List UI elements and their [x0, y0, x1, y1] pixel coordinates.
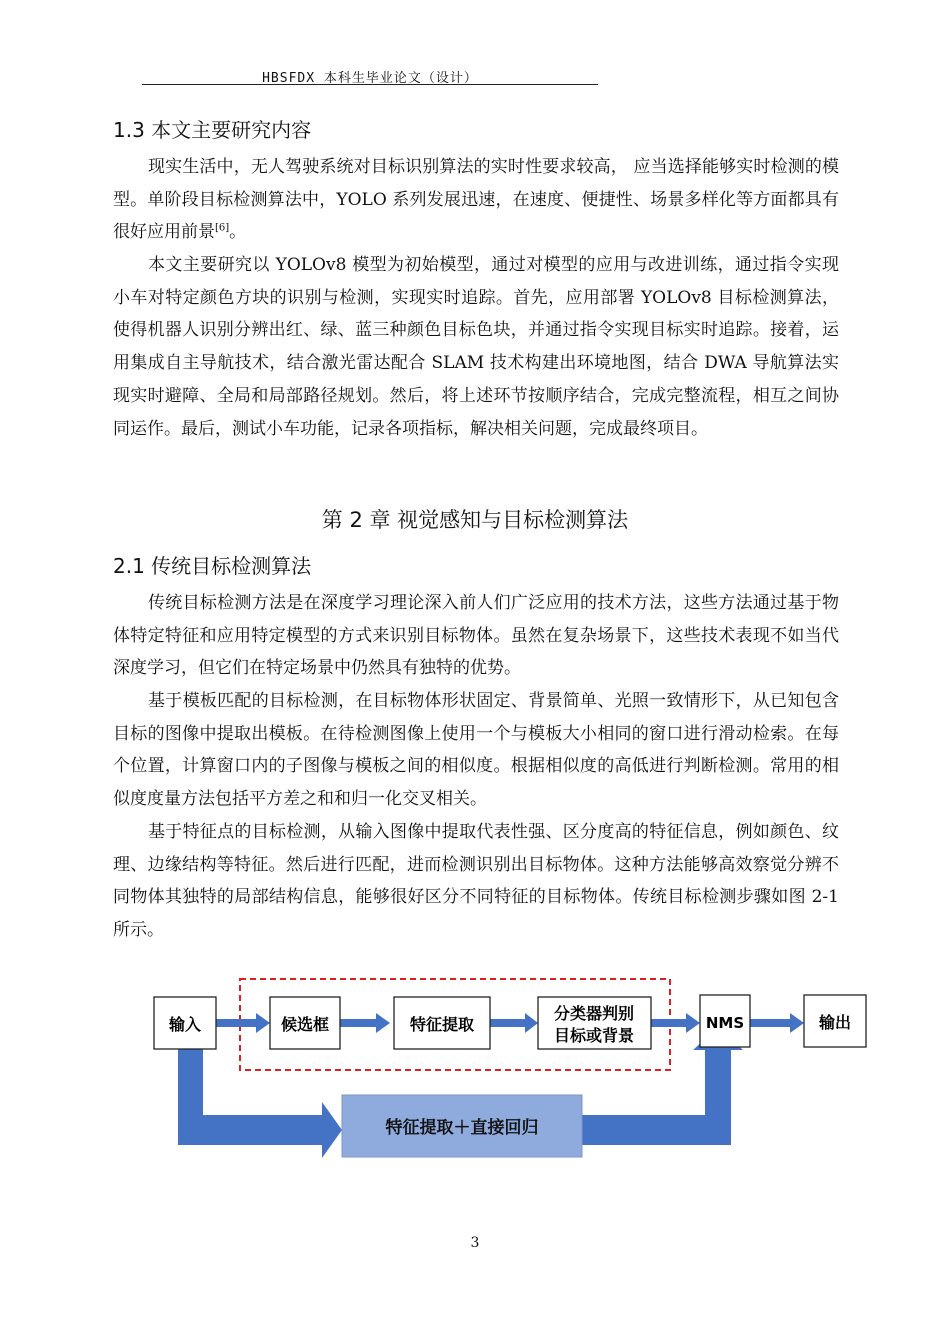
nms-label: NMS: [705, 1014, 745, 1032]
paragraph-2-1-2: 基于模板匹配的目标检测，在目标物体形状固定、背景简单、光照一致情形下，从已知包含目标的图像中提取出模板。在待检测图像上使用一个与模板大小相同的窗口进行滑动检索。在每个位置，计算窗口内的子图像与模板之间的相似度。根据相似度的高低进行判断检测。常用的相似度度量方法包括平方差之和和归一化交叉相关。: [113, 691, 839, 810]
bypass-arrow-left: [178, 1047, 342, 1158]
output-label: 输出: [818, 1013, 852, 1032]
regression-label: 特征提取＋直接回归: [385, 1118, 539, 1138]
detection-flow-diagram: [150, 975, 875, 1165]
paragraph-end: 。: [229, 222, 247, 243]
arrow-classifier-nms: [651, 1013, 700, 1033]
candidate-label: 候选框: [280, 1015, 330, 1034]
input-label: 输入: [168, 1015, 202, 1034]
section-heading-1-3: 1.3 本文主要研究内容: [113, 118, 312, 142]
arrow-feature-classifier: [490, 1013, 538, 1033]
paragraph-text: 现实生活中，无人驾驶系统对目标识别算法的实时性要求较高， 应当选择能够实时检测的模型。单阶段目标检测算法中，YOLO 系列发展迅速，在速度、便捷性、场景多样化等方面都具有很好应用前景: [113, 157, 839, 243]
arrow-candidate-feature: [340, 1013, 390, 1033]
classifier-label-1: 分类器判别: [553, 1004, 635, 1023]
citation[interactable]: [6]: [215, 222, 230, 234]
paragraph-1-3-2: 本文主要研究以 YOLOv8 模型为初始模型，通过对模型的应用与改进训练，通过指令实现小车对特定颜色方块的识别与检测，实现实时追踪。首先，应用部署 YOLOv8 目标检测算法，使得机器人识别分辨出红、绿、蓝三种颜色目标色块，并通过指令实现目标实时追踪。接着，运用集成自主导航技术，结合激光雷达配合 SLAM 技术构建出环境地图，结合 DWA 导航算法实现实时避障、全局和局部路径规划。然后，将上述环节按顺序结合，完成完整流程，相互之间协同运作。最后，测试小车功能，记录各项指标，解决相关问题，完成最终项目。: [113, 255, 839, 439]
chapter-heading-2: 第 2 章 视觉感知与目标检测算法: [321, 508, 629, 532]
page-number: 3: [470, 1235, 480, 1251]
arrow-input-candidate: [216, 1013, 270, 1033]
paragraph-2-1-1: 传统目标检测方法是在深度学习理论深入前人们广泛应用的技术方法，这些方法通过基于物体特定特征和应用特定模型的方式来识别目标物体。虽然在复杂场景下，这些技术表现不如当代深度学习，但它们在特定场景中仍然具有独特的优势。: [113, 593, 839, 679]
feature-label: 特征提取: [409, 1015, 475, 1034]
section-heading-2-1: 2.1 传统目标检测算法: [113, 554, 312, 578]
page-header: HBSFDX 本科生毕业论文（设计）: [262, 71, 478, 86]
classifier-label-2: 目标或背景: [553, 1026, 635, 1045]
paragraph-1-3-1: [113, 151, 839, 249]
paragraph-2-1-3: 基于特征点的目标检测，从输入图像中提取代表性强、区分度高的特征信息，例如颜色、纹理、边缘结构等特征。然后进行匹配，进而检测识别出目标物体。这种方法能够高效察觉分辨不同物体其独特的局部结构信息，能够很好区分不同特征的目标物体。传统目标检测步骤如图 2-1 所示。: [113, 822, 839, 941]
header-rule: [142, 84, 598, 85]
arrow-nms-output: [750, 1013, 804, 1033]
